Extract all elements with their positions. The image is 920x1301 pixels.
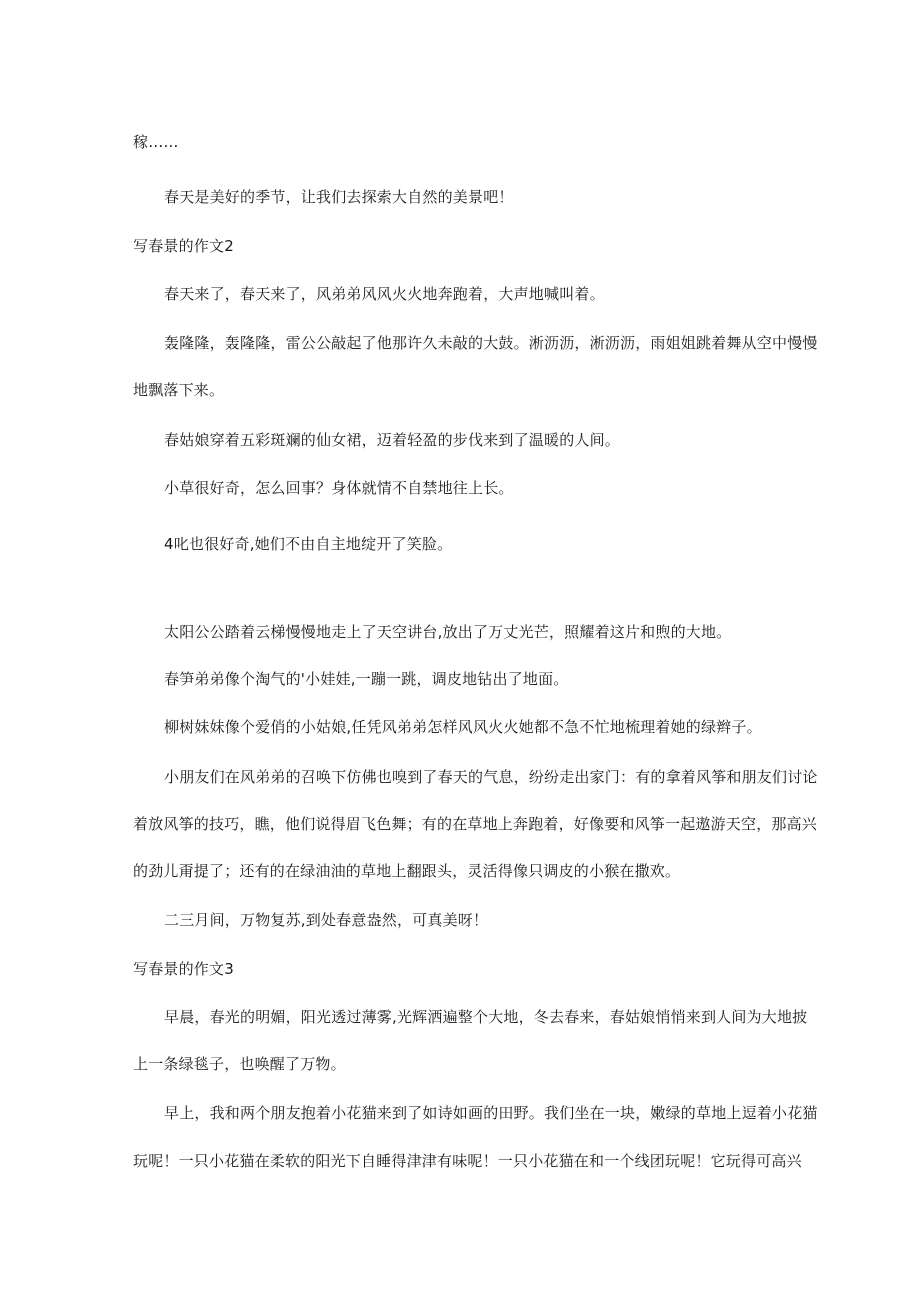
text-line: 4叱也很好奇,她们不由自主地绽开了笑脸。 <box>164 535 453 553</box>
text-line: 小朋友们在风弟弟的召唤下仿佛也嗅到了春天的气息，纷纷走出家门：有的拿着风筝和朋友们讨论 <box>164 768 818 786</box>
text-line: 早晨，春光的明媚，阳光透过薄雾,光辉洒遍整个大地，冬去春来，春姑娘悄悄来到人间为大地披 <box>164 1008 808 1026</box>
text-line: 稼…… <box>133 133 179 151</box>
text-line: 春天是美好的季节，让我们去探索大自然的美景吧！ <box>164 188 514 206</box>
section-heading: 写春景的作文2 <box>133 237 234 255</box>
section-heading: 写春景的作文3 <box>133 960 234 978</box>
text-line: 轰隆隆，轰隆隆，雷公公敲起了他那许久未敲的大鼓。淅沥沥，淅沥沥，雨姐姐跳着舞从空中慢慢 <box>164 334 818 352</box>
text-line: 地飘落下来。 <box>133 381 225 399</box>
text-line: 早上，我和两个朋友抱着小花猫来到了如诗如画的田野。我们坐在一块，嫩绿的草地上逗着小花猫 <box>164 1104 818 1122</box>
text-line: 的劲儿甭提了；还有的在绿油油的草地上翻跟头，灵活得像只调皮的小猴在撒欢。 <box>133 862 681 880</box>
text-line: 二三月间，万物复苏,到处春意盎然，可真美呀！ <box>164 911 489 929</box>
text-line: 玩呢！一只小花猫在柔软的阳光下自睡得津津有味呢！一只小花猫在和一个线团玩呢！它玩得可高兴 <box>133 1152 802 1170</box>
text-line: 上一条绿毯子，也唤醒了万物。 <box>133 1055 346 1073</box>
text-line: 春姑娘穿着五彩斑斓的仙女裙，迈着轻盈的步伐来到了温暖的人间。 <box>164 431 621 449</box>
text-line: 春天来了，春天来了，风弟弟风风火火地奔跑着，大声地喊叫着。 <box>164 285 605 303</box>
text-line: 着放风筝的技巧，瞧，他们说得眉飞色舞；有的在草地上奔跑着，好像要和风筝一起遨游天空，那高兴 <box>133 815 818 833</box>
text-line: 小草很好奇，怎么回事？身体就情不自禁地往上长。 <box>164 479 514 497</box>
text-line: 柳树妹妹像个爱俏的小姑娘,任凭风弟弟怎样风风火火她都不急不忙地梳理着她的绿辫子。 <box>164 718 762 736</box>
text-line: 春笋弟弟像个淘气的'小娃娃,一蹦一跳，调皮地钻出了地面。 <box>164 670 569 688</box>
text-line: 太阳公公踏着云梯慢慢地走上了天空讲台,放出了万丈光芒，照耀着这片和煦的大地。 <box>164 623 732 641</box>
